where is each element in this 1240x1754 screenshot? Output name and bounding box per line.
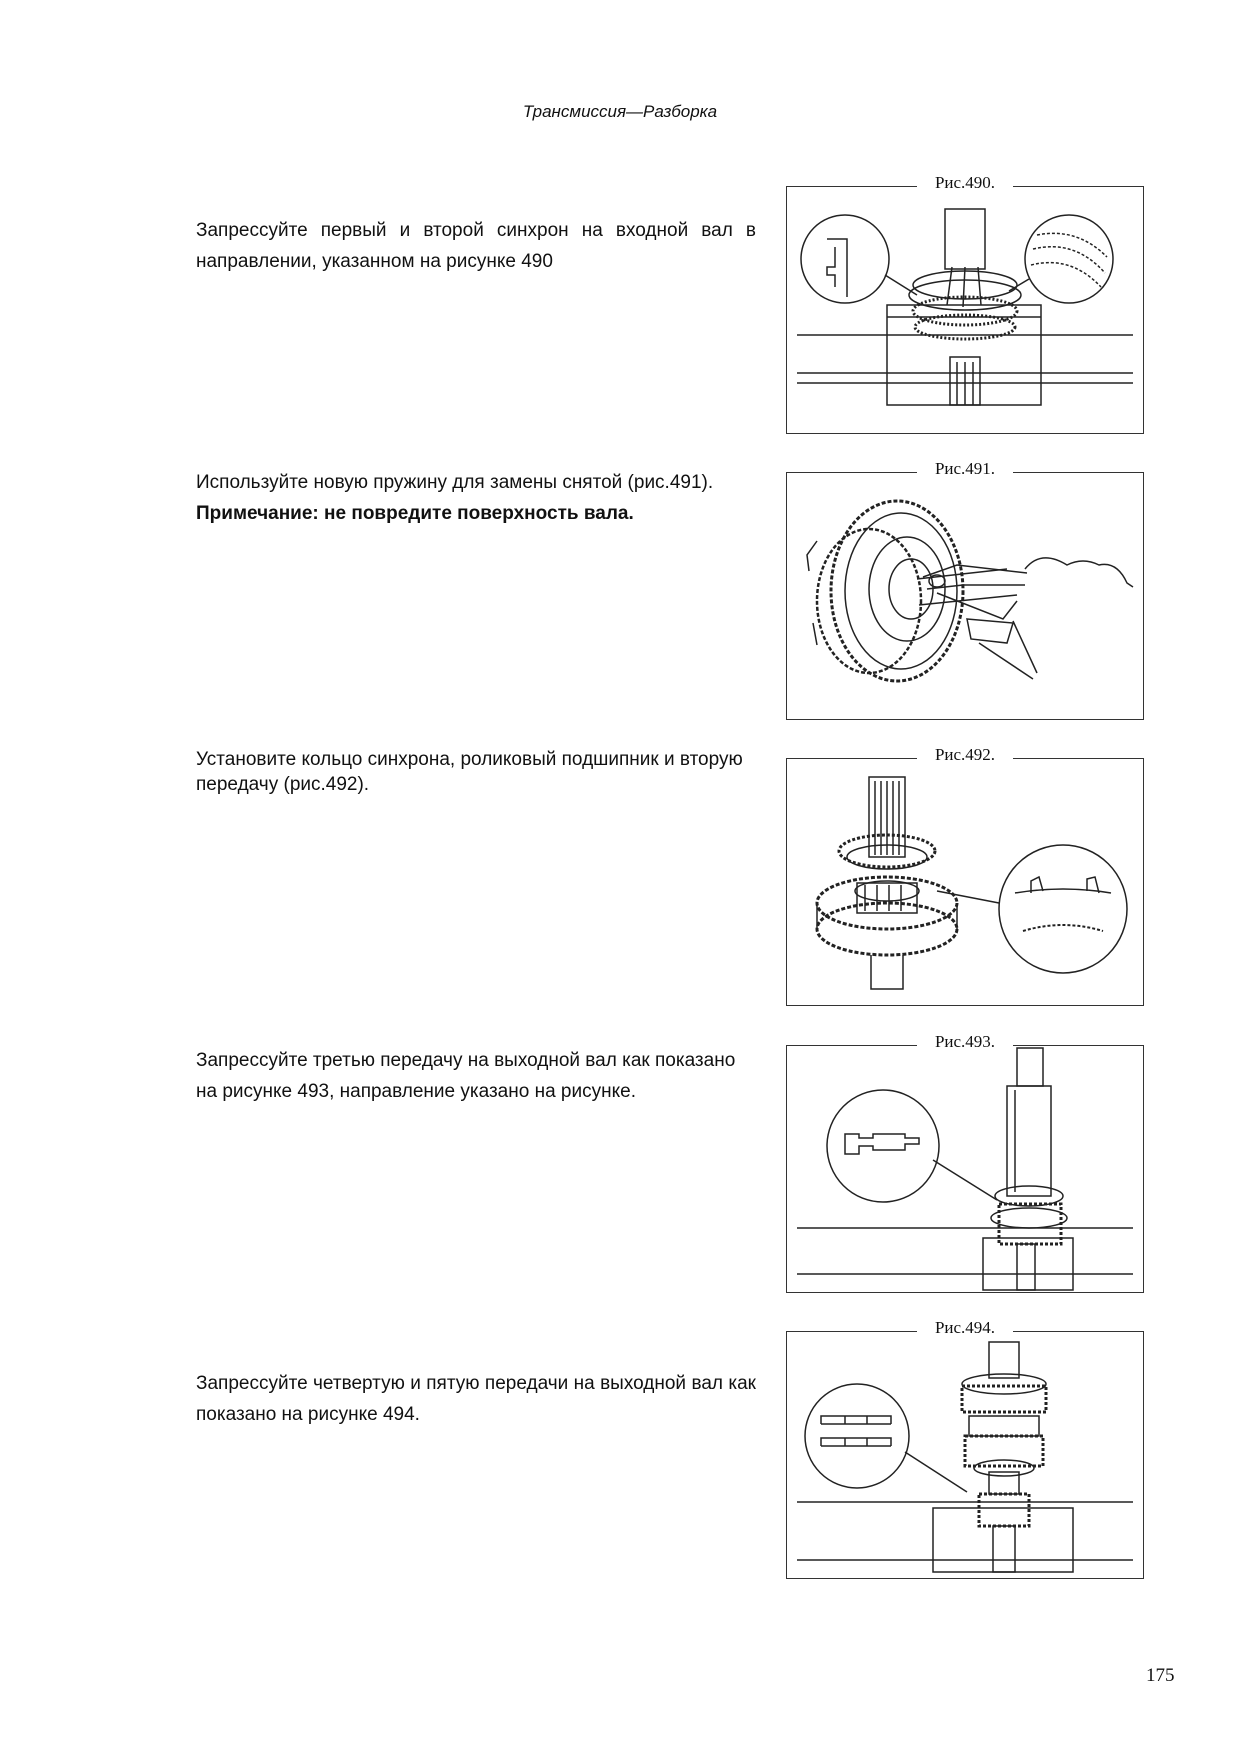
step-1-instruction [196, 215, 756, 277]
step-4-text: Запрессуйте третью передачу на выходной вал как показано на рисунке 493, направление указано на рисунке. [196, 1050, 736, 1102]
figure-494 [786, 1318, 1144, 1579]
step-3-text: Установите кольцо синхрона, роликовый подшипник и вторую передачу (рис.492). [196, 749, 743, 795]
step-2-note: Примечание: не повредите поверхность вала. [196, 503, 634, 524]
figure-490-drawing [787, 187, 1143, 433]
figure-492-drawing [787, 759, 1143, 1005]
figure-494-caption-wrap [787, 1318, 1143, 1338]
page-number: 175 [1146, 1665, 1175, 1686]
page-header: Трансмиссия—Разборка [522, 102, 718, 121]
step-2-text: Используйте новую пружину для замены снятой (рис.491). [196, 472, 714, 493]
step-5-text: Запрессуйте четвертую и пятую передачи на выходной вал как показано на рисунке 494. [196, 1373, 756, 1425]
figure-492-caption: Рис.492. [917, 745, 1013, 764]
figure-493-caption-wrap [787, 1032, 1143, 1052]
step-4-instruction [196, 1045, 756, 1107]
figure-494-drawing [787, 1332, 1143, 1578]
figure-490-caption-wrap [787, 173, 1143, 193]
figure-492-caption-wrap [787, 745, 1143, 765]
figure-491 [786, 459, 1144, 720]
step-1-text: Запрессуйте первый и второй синхрон на входной вал в направлении, указанном на рисунке 490 [196, 220, 756, 272]
step-3-instruction [196, 747, 756, 797]
figure-490-caption: Рис.490. [917, 173, 1013, 192]
figure-491-caption: Рис.491. [917, 459, 1013, 478]
figure-493 [786, 1032, 1144, 1293]
figure-494-caption: Рис.494. [917, 1318, 1013, 1337]
figure-491-caption-wrap [787, 459, 1143, 479]
figure-493-caption: Рис.493. [917, 1032, 1013, 1051]
figure-490 [786, 173, 1144, 434]
figure-493-drawing [787, 1046, 1143, 1292]
step-5-instruction [196, 1368, 756, 1430]
figure-491-drawing [787, 473, 1143, 719]
figure-492 [786, 745, 1144, 1006]
step-2-instruction [196, 467, 756, 529]
